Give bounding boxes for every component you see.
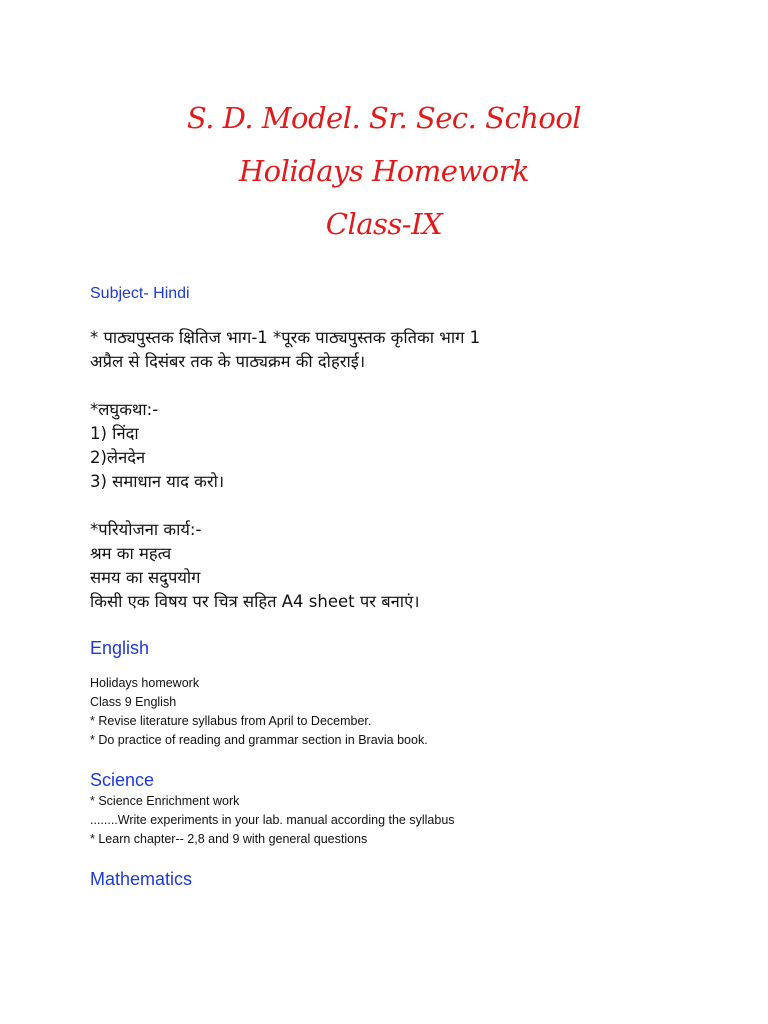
english-heading: English	[90, 638, 150, 658]
english-line-1: Holidays homework	[90, 676, 200, 690]
story-item-3: 3) समाधान याद करो।	[90, 472, 225, 491]
english-line-2: Class 9 English	[90, 695, 177, 709]
laghukatha-heading: *लघुकथा:-	[90, 400, 159, 419]
school-name: S. D. Model. Sr. Sec. School	[186, 101, 582, 135]
document-header	[0, 92, 768, 251]
document-body	[90, 282, 730, 891]
english-line-4: * Do practice of reading and grammar section in Bravia book.	[90, 733, 428, 747]
science-heading: Science	[90, 770, 155, 790]
subject-hindi-label: Subject- Hindi	[90, 285, 190, 302]
project-item-1: श्रम का महत्व	[90, 544, 172, 563]
story-item-1: 1) निंदा	[90, 424, 139, 443]
hindi-revision-line: अप्रैल से दिसंबर तक के पाठ्यक्रम की दोहराई।	[90, 352, 366, 371]
project-item-3: किसी एक विषय पर चित्र सहित A4 sheet पर बनाएं।	[90, 592, 420, 611]
science-line-2: ........Write experiments in your lab. manual according the syllabus	[90, 813, 455, 827]
class-title: Class-IX	[325, 207, 443, 241]
pariyojana-heading: *परियोजना कार्य:-	[90, 520, 202, 539]
homework-title: Holidays Homework	[238, 154, 530, 188]
hindi-textbook-line: * पाठ्यपुस्तक क्षितिज भाग-1 *पूरक पाठ्यपुस्तक कृतिका भाग 1	[90, 328, 481, 347]
science-line-3: * Learn chapter-- 2,8 and 9 with general questions	[90, 832, 368, 846]
science-line-1: * Science Enrichment work	[90, 794, 240, 808]
mathematics-heading: Mathematics	[90, 869, 193, 889]
story-item-2: 2)लेनदेन	[90, 448, 146, 467]
project-item-2: समय का सदुपयोग	[90, 568, 201, 587]
english-line-3: * Revise literature syllabus from April to December.	[90, 714, 372, 728]
